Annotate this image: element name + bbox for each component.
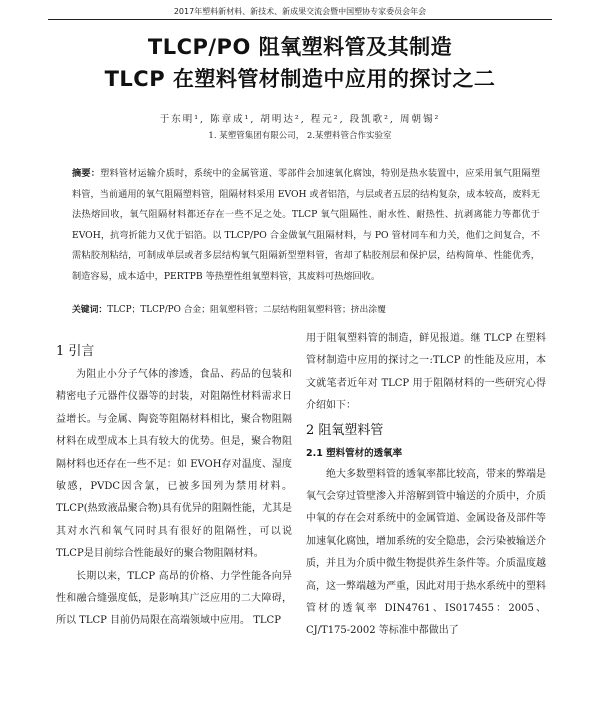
keywords-text: TLCP；TLCP/PO 合金；阻氧塑料管；二层结构阻氧塑料管；挤出涂覆 (107, 305, 386, 315)
abstract (72, 164, 540, 287)
keywords-label: 关键词： (72, 305, 108, 315)
section-2-heading: 2 阻氧塑料管 (306, 422, 384, 438)
right-column (306, 328, 546, 643)
paper-title-line1: TLCP/PO 阻氧塑料管及其制造 (147, 35, 453, 59)
abstract-label: 摘要： (72, 168, 101, 179)
right-intro-paragraph: 用于阻氧塑料管的制造，鲜见报道。继 TLCP 在塑料管材制造中应用的探讨之一:TLCP 的性能及应用，本文就笔者近年对 TLCP 用于阻隔材料的一些研究心得介绍如下： (306, 333, 546, 412)
left-paragraph-2: 长期以来，TLCP 高昂的价格、力学性能各向异性和融合缝强度低，是影响其广泛应用的二大障碍，所以 TLCP 目前仍局限在高端领域中应用。 TLCP (56, 570, 292, 627)
author-list: 于东明¹, 陈章成¹, 胡明达², 程元², 段凯歌², 周朝锡² (159, 114, 441, 125)
subsection-2-1-heading: 2.1 塑料管材的透氧率 (306, 447, 403, 459)
section-1-heading: 1 引言 (56, 344, 95, 359)
abstract-text: 塑料管材运输介质时，系统中的金属管道、零部件会加速氧化腐蚀，特别是热水装置中，应采用氧气阻隔塑料管，当前通用的氧气阻隔塑料管，阻隔材料采用 EVOH 或者铝箔，与层或者五层的结构复杂，成本较高，废料无法热熔回收，氧气阻隔材料都还存在一些不足之处。TLCP 氧气阻隔性、耐水性、耐热性、抗剥离能力等都优于 EVOH，抗弯折能力又优于铝箔。以 TLCP/PO 合金做氧气阻隔材料，与 PO 管材同车和力关，他们之间复合，不需粘胶剂粘结，可制成单层或者多层结构氧气阻隔新型塑料管，省却了粘胶剂层和保护层，结构简单、性能优秀，制造容易，成本适中，PERTPB 等热塑性组氧塑料管，其废料可热熔回收。 (72, 168, 541, 282)
left-paragraph-1: 为阻止小分子气体的渗透，食品、药品的包装和精密电子元器件仪器等的封装，对阻隔性材料需求日益增长。与金属、陶瓷等阻隔材料相比，聚合物阻隔材料在成型成本上具有较大的优势。但是，聚合物阻隔材料也还存在一些不足：如 EVOH存对温度、湿度敏感，PVDC因含氯，已被多国列为禁用材料。TLCP(热致液晶聚合物)具有优异的阻隔性能，尤其是其对水汽和氧气同时具有很好的阻隔性，可以说TLCP是目前综合性能最好的聚合物阻隔材料。 (56, 369, 292, 560)
left-column (56, 364, 292, 633)
keywords (72, 303, 540, 317)
right-paragraph: 绝大多数塑料管的透氧率都比较高，带来的弊端是氧气会穿过管壁渗入并溶解到管中输送的介质中，介质中氧的存在会对系统中的金属管道、金属设备及部件等加速氧化腐蚀，增加系统的安全隐患，会污染被输送介质，并且为介质中微生物提供养生条件等。介质温度越高，这一弊端越为严重，因此对用于热水系统中的塑料管材的透氧率 DIN4761、IS017455：2005、CJ/T175-2002 等标准中都做出了 (306, 468, 546, 637)
affiliations: 1. 某塑管集团有限公司， 2.某塑料管合作实验室 (208, 131, 392, 141)
paper-title-line2: TLCP 在塑料管材制造中应用的探讨之二 (104, 67, 496, 91)
header-rule (48, 19, 552, 20)
conference-header: 2017年塑料新材料、新技术、新成果交流会暨中国塑协专家委员会年会 (173, 7, 427, 16)
